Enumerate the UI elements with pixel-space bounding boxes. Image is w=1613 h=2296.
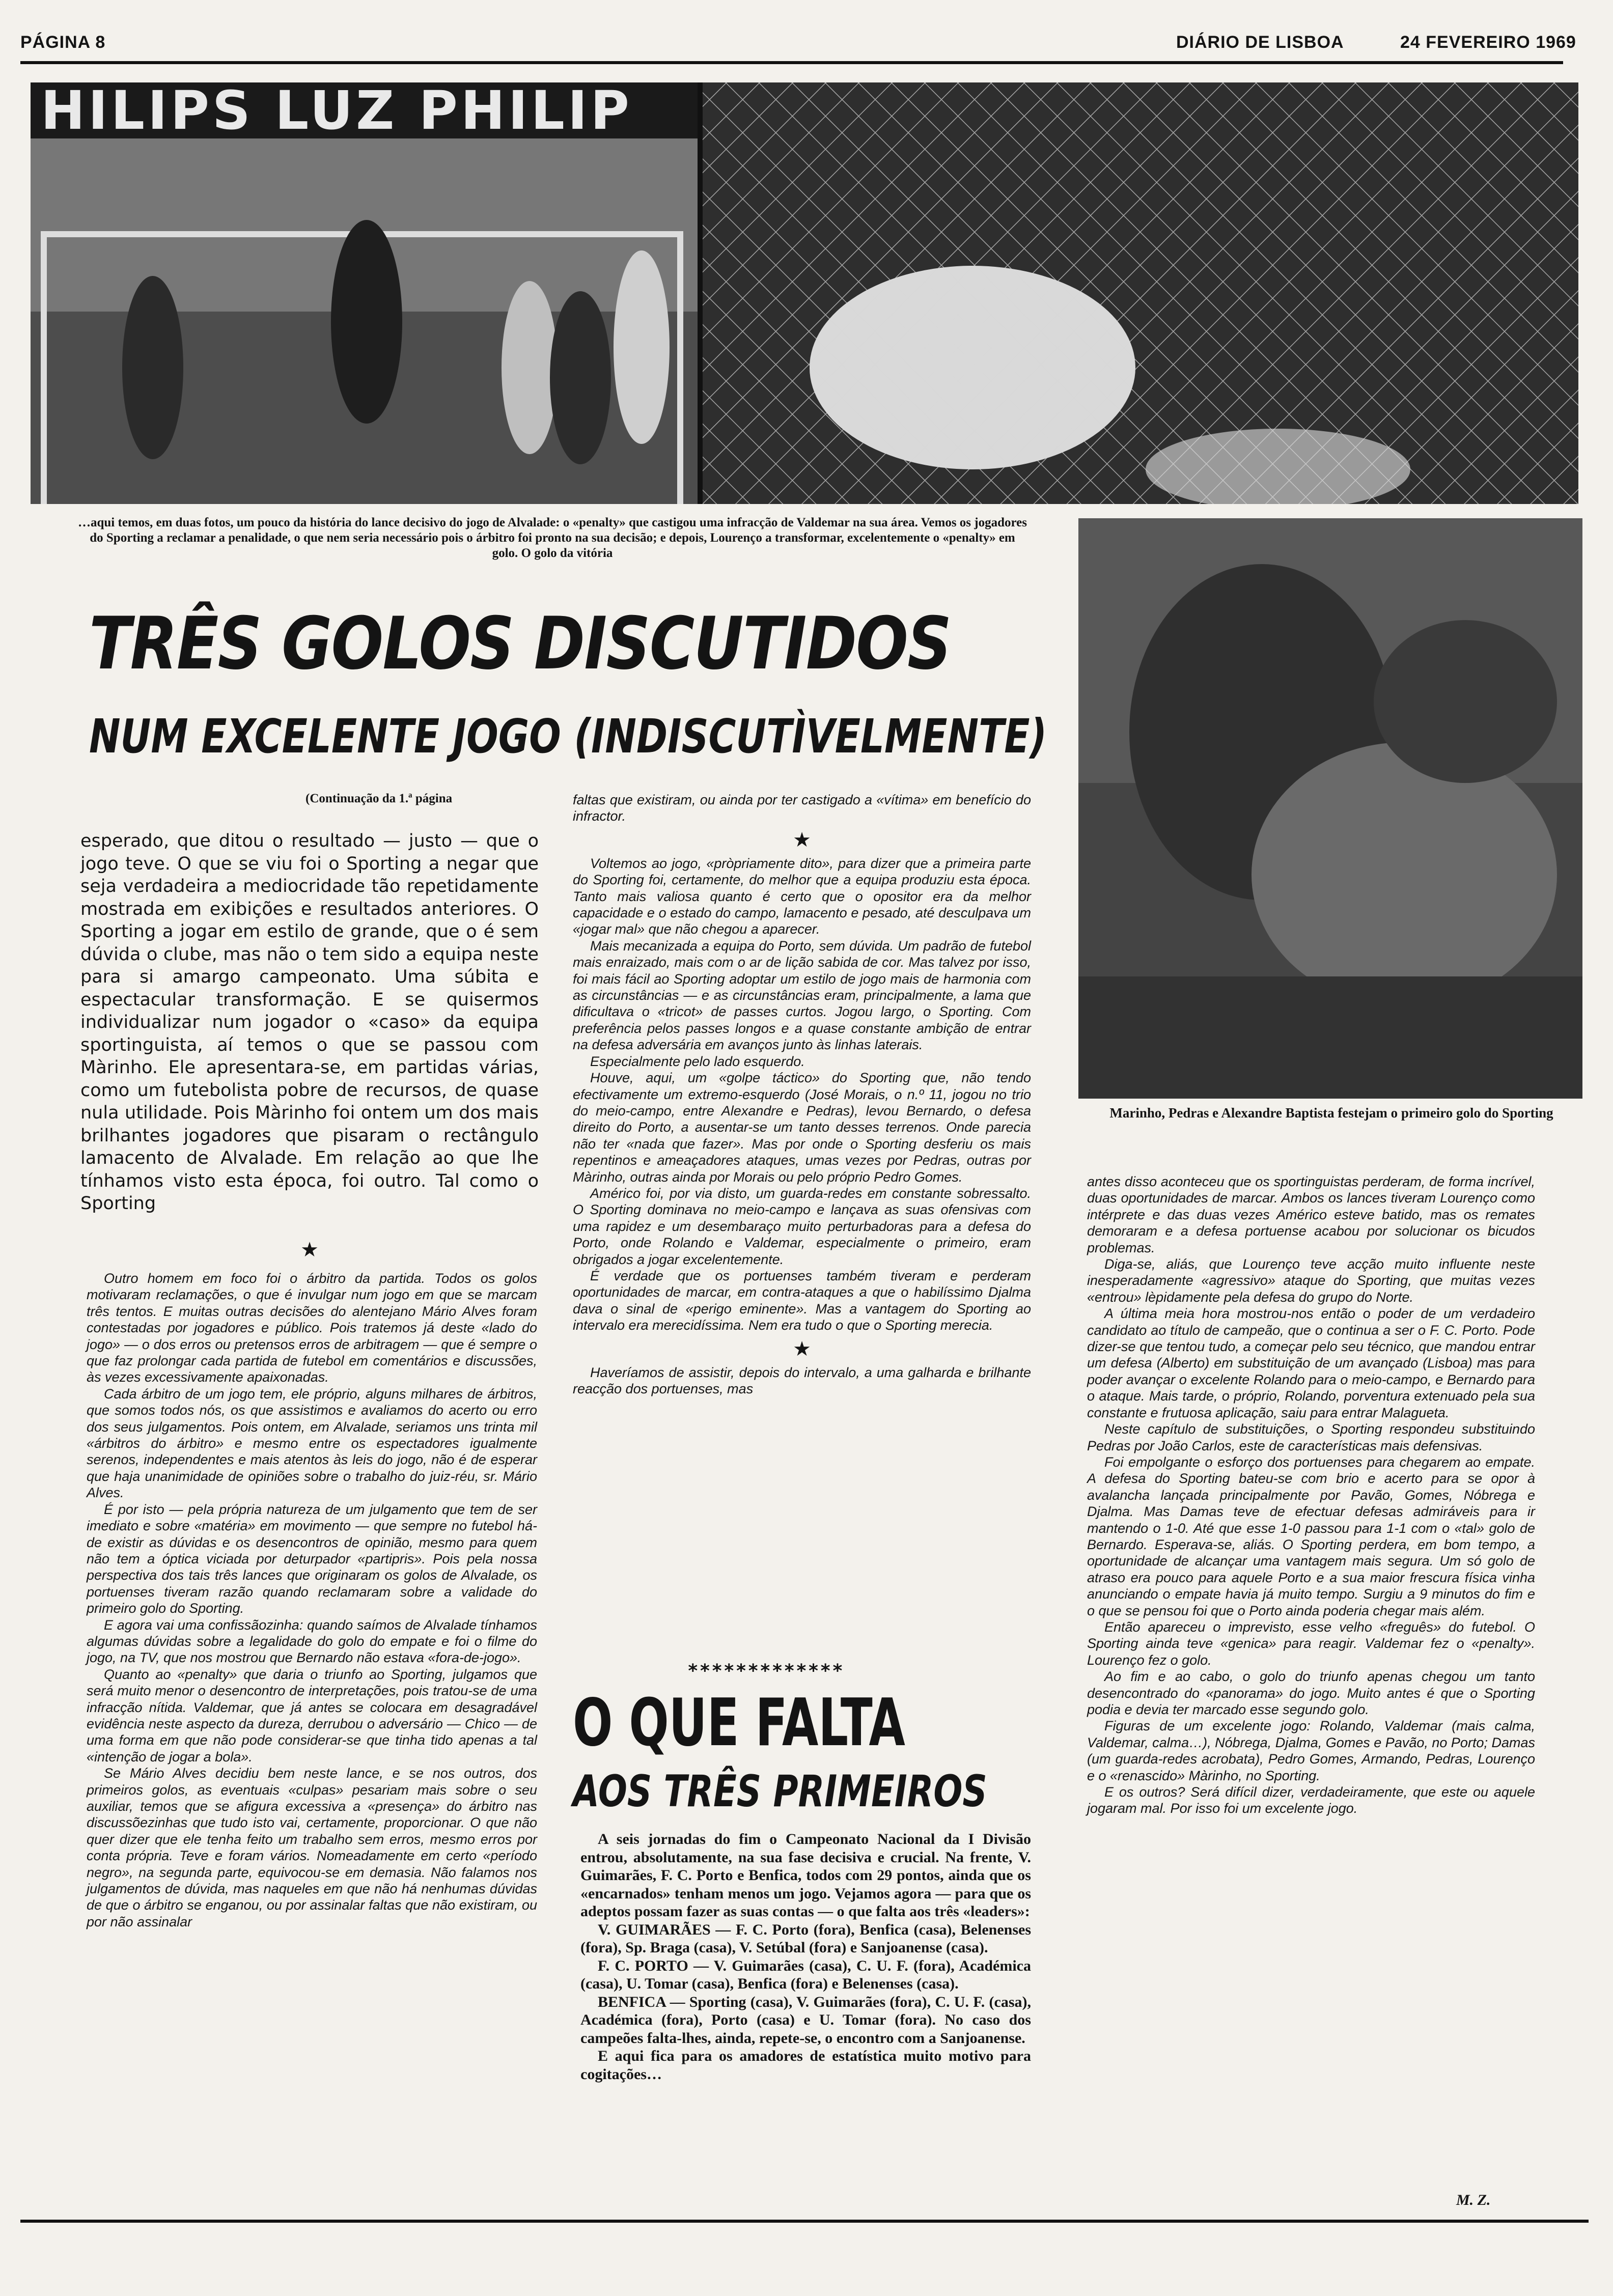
section-star: ★ — [793, 828, 811, 852]
billboard-text: HILIPS LUZ PHILIP — [41, 82, 632, 138]
photo-penalty-sequence — [31, 82, 1578, 504]
col1-paragraph: Quanto ao «penalty» que daria o triunfo ao Sporting, julgamos que será muito menor o desencontro de interpretações, pois tratou-se de uma infracção nítida. Valdemar, que já antes se colocara em desagradável evidência neste aspecto da dureza, derrubou o adversário — Chico — de uma forma em que não pode considerar-se que tinha tido apenas a tal «intenção de jogar a bola». — [87, 1666, 537, 1765]
col2-paragraph: Voltemos ao jogo, «pròpriamente dito», para dizer que a primeira parte do Sporting foi, certamente, do melhor que a equipa produziu esta época. Tanto mais valiosa quanto é certo que o opositor era da melhor capacidade e o estado do campo, lamacento e pesado, até desculpava um «jogar mal» que não chegou a aparecer. — [573, 855, 1031, 937]
col2-paragraph: Houve, aqui, um «golpe táctico» do Sporting que, não tendo efectivamente um extremo-esquerdo (José Morais, o n.º 11, jogou no trio do meio-campo, entre Alexandre e Pedras), levou Bernardo, o defesa direito do Porto, a ausentar-se um tanto desses terrenos. Onde parecia não ter «nada que fazer». Mas por onde o Sporting desferiu os mais repentinos e ameaçadores ataques, umas vezes por Pedras, outras por Màrinho, outras ainda por Morais ou pelo próprio Pedro Gomes. — [573, 1070, 1031, 1185]
continuation-note: (Continuação da 1.ª página — [305, 792, 453, 805]
box-body — [580, 1830, 1031, 2083]
col2-paragraph: Mais mecanizada a equipa do Porto, sem dúvida. Um padrão de futebol mais enraizado, mais com o ar de lição sabida de cor. Mas talvez por isso, foi mais fácil ao Sporting adoptar um estilo de jogo mais de harmonia com as circunstâncias — e as circunstâncias eram, principalmente, a lama que dificultava o «tricot» de passes curtos. Jogou largo, o Sporting. Com preferência pelos passes longos e a quase constante ambição de entrar na defesa adversária em avanços junto às linhas laterais. — [573, 938, 1031, 1053]
col3-paragraph: E os outros? Será difícil dizer, verdadeiramente, que este ou aquele jogaram mal. Por isso foi um excelente jogo. — [1087, 1784, 1535, 1816]
photo-penalty-image — [31, 82, 1578, 504]
col3-paragraph: Neste capítulo de substituições, o Sporting respondeu substituindo Pedras por João Carlos, este de características mais defensivas. — [1087, 1421, 1535, 1453]
issue-date: 24 FEVEREIRO 1969 — [1400, 33, 1576, 52]
section-star: ★ — [793, 1337, 811, 1361]
col3-paragraph: Ao fim e ao cabo, o golo do triunfo apenas chegou um tanto desencontrado do «panorama» do jogo. Muito antes é que o Sporting podia e devia ter marcado esse segundo golo. — [1087, 1669, 1535, 1717]
page-header — [20, 32, 1576, 64]
col3-paragraph: antes disso aconteceu que os sportinguistas perderam, de forma incrível, duas oportunidades de marcar. Ambos os lances tiveram Lourenço como intérprete e das duas vezes Américo esteve batido, mas os remates demoraram e a defesa portuense acabou por solucionar os bicudos problemas. — [1087, 1174, 1535, 1255]
col3-paragraph: A última meia hora mostrou-nos então o poder de um verdadeiro candidato ao título de campeão, que o continua a ser o F. C. Porto. Pode dizer-se que tentou tudo, a começar pelo seu técnico, que mandou entrar um defesa (Alberto) em substituição de um avançado (Lisboa) mas para poder avançar o excelente Rolando para o meio-campo, e Bernardo para o ataque. Mais tarde, o próprio, Rolando, porventura extenuado pela sua constante e frutuosa aplicação, saiu para entrar Malagueta. — [1087, 1306, 1535, 1420]
newspaper-name: DIÁRIO DE LISBOA — [1176, 33, 1344, 52]
lead-text: esperado, que ditou o resultado — justo — que o jogo teve. O que se viu foi o Sporting a negar que seja verdadeira a mediocridade tão repetidamente mostrada em exibições e resultados anteriores. O Sporting a jogar em estilo de grande, que o é sem dúvida o clube, mas não o tem sido a equipa neste para si amargo campeonato. Uma súbita e espectacular transformação. E se quisermos individualizar num jogador o «caso» da equipa sportinguista, aí temos o que se passou com Màrinho. Ele apresentara-se, em partidas várias, como um futebolista pobre de recursos, de quase nula utilidade. Pois Màrinho foi ontem um dos mais brilhantes jogadores que pisaram o rectângulo lamacento de Alvalade. Em relação ao que lhe tínhamos visto esta época, foi outro. Tal como o Sporting — [80, 831, 539, 1214]
col3-paragraph: Foi empolgante o esforço dos portuenses para chegarem ao empate. A defesa do Sporting bateu-se com brio e acerto para se opor à avalancha lançada principalmente por Pavão, Gomes, Nóbrega e Djalma. Mas Damas teve de efectuar defesas admiráveis para ir mantendo o 1-0. Até que esse 1-0 passou para 1-1 com o «tal» golo de Bernardo. Esperava-se, aliás. O Sporting perdera, em bom tempo, a oportunidade de alcançar uma vantagem mais segura. Um só golo de atraso era pouco para aquele Porto e a sua maior frescura física vinha anunciando o empate havia já muito tempo. Surgiu a 9 minutos do fim e o que se pensou foi que o Porto ainda poderia chegar mais além. — [1087, 1454, 1535, 1618]
col1-paragraph: E agora vai uma confissãozinha: quando saímos de Alvalade tínhamos algumas dúvidas sobre a legalidade do golo do empate e foi o filme do jogo, na TV, que nos mostrou que Bernardo não estava «fora-de-jogo». — [87, 1617, 537, 1666]
col2-paragraph: É verdade que os portuenses também tiveram e perderam oportunidades de marcar, em contra-ataques a que o habilíssimo Djalma dava o sinal de «perigo eminente». Mas a vantagem do Sporting ao intervalo era merecidíssima. Nem era tudo o que o Sporting merecia. — [573, 1268, 1031, 1333]
box-headline: O QUE FALTA — [573, 1685, 905, 1761]
column-3-body — [1087, 1173, 1535, 1817]
lead-paragraph — [80, 830, 539, 1215]
photo-caption-top: …aqui temos, em duas fotos, um pouco da história do lance decisivo do jogo de Alvalade: o «penalty» que castigou uma infracção de Valdemar na sua área. Vemos os jogadores do Sporting a reclamar a penalidade, o que nem seria necessário pois o árbitro foi pronto na sua decisão; e depois, Lourenço a transformar, excelentemente o «penalty» em golo. O golo da vitória — [78, 516, 1027, 560]
col3-paragraph: Figuras de um excelente jogo: Rolando, Valdemar (mais calma, Valdemar, calma…), Nóbrega, Djalma, Gomes e Pavão, no Porto; Damas (um guarda-redes acrobata), Pedro Gomes, Armando, Pedras, Lourenço e o «renascido» Màrinho, no Sporting. — [1087, 1718, 1535, 1783]
col3-paragraph: Então apareceu o imprevisto, esse velho «freguês» do futebol. O Sporting ainda teve «genica» para reagir. Valdemar fez o «penalty». Lourenço fez o golo. — [1087, 1619, 1535, 1668]
stars-divider: ************* — [687, 1661, 844, 1682]
box-subheadline: AOS TRÊS PRIMEIROS — [573, 1766, 987, 1817]
photo-caption-right: Marinho, Pedras e Alexandre Baptista festejam o primeiro golo do Sporting — [1109, 1105, 1553, 1121]
stadium-billboard — [31, 82, 692, 138]
page-number: PÁGINA 8 — [20, 33, 106, 52]
col1-paragraph: Cada árbitro de um jogo tem, ele próprio, alguns milhares de árbitros, que somos todos nós, os que assistimos e avaliamos do acerto ou erro dos seus julgamentos. Pois ontem, em Alvalade, seriamos uns trinta mil «árbitros do árbitro» e mesmo entre os espectadores igualmente serenos, independentes e mais atentos às leis do jogo, não é de esperar que haja unanimidade de opiniões sobre o trabalho do juiz-réu, sr. Mário Alves. — [87, 1386, 537, 1501]
photo-goal-celebration — [1078, 518, 1582, 1099]
col2-paragraph: Américo foi, por via disto, um guarda-redes em constante sobressalto. O Sporting dominava no meio-campo e lançava as suas ofensivas com uma rapidez e um desembaraço muito perturbadoras para a defesa do Porto, onde Rolando e Valdemar, especialmente o primeiro, eram obrigados a jogar excelentemente. — [573, 1185, 1031, 1267]
col1-paragraph: Outro homem em foco foi o árbitro da partida. Todos os golos motivaram reclamações, o que é invulgar num jogo em que se marcam três tentos. E muitas outras decisões do alentejano Mário Alves foram contestadas por jogadores e público. Pois tratemos já deste «lado do jogo» — o dos erros ou pretensos erros de arbitragem — que é sempre o que faz prolongar cada partida de futebol em comentários e discussões, às vezes excessivamente apaixonadas. — [87, 1271, 537, 1385]
col1-paragraph: É por isto — pela própria natureza de um julgamento que tem de ser imediato e sobre «matéria» em movimento — que sempre no futebol há-de existir as dúvidas e os desencontros de opinião, mesmo para quem não tem a óptica viciada por deturpador «partipris». Pois pela nossa perspectiva dos tais três lances que originaram os golos de Alvalade, os portuenses tiveram razão quando reclamaram sobre a validade do primeiro golo do Sporting. — [87, 1501, 537, 1616]
column-1-body — [87, 1270, 537, 1930]
col2-intro: faltas que existiram, ou ainda por ter castigado a «vítima» em benefício do infractor. — [573, 792, 1031, 824]
column-2-body — [573, 792, 1031, 1397]
col2-paragraph: Haveríamos de assistir, depois do intervalo, a uma galharda e brilhante reacção dos portuenses, mas — [573, 1364, 1031, 1396]
col1-paragraph: Se Mário Alves decidiu bem neste lance, e se nos outros, dos primeiros golos, as eventuais «culpas» pesariam mais sobre o seu auxiliar, temos que se afigura excessiva a «presença» do árbitro nas discussõezinhas que tudo isto vai, certamente, proporcionar. O que não quer dizer que ele tenha feito um trabalho sem erros, mesmo erros por conta própria. Teve e foram vários. Nomeadamente em certo «período negro», na segunda parte, equivocou-se em demasia. Não falamos nos julgamentos de dúvida, mas naqueles em que não há nenhumas dúvidas de que o árbitro se enganou, ou por assinalar faltas que não existiram, ou por não assinalar — [87, 1766, 537, 1929]
main-headline: TRÊS GOLOS DISCUTIDOS — [89, 602, 951, 686]
bottom-rule — [20, 2220, 1589, 2223]
col3-paragraph: Diga-se, aliás, que Lourenço teve acção muito influente neste inesperadamente «agressivo» ataque do Sporting, que muitas vezes «entrou» lèpidamente pela defesa do grupo do Norte. — [1087, 1256, 1535, 1305]
box-paragraph: BENFICA — Sporting (casa), V. Guimarães (fora), C. U. F. (casa), Académica (fora), Porto (casa) e U. Tomar (fora). No caso dos campeões falta-lhes, ainda, repete-se, o encontro com a Sanjoanense. — [580, 1993, 1031, 2047]
section-star: ★ — [300, 1238, 319, 1262]
box-paragraph: E aqui fica para os amadores de estatística muito motivo para cogitações… — [580, 2048, 1031, 2083]
col2-paragraph: Especialmente pelo lado esquerdo. — [590, 1053, 805, 1069]
box-paragraph: A seis jornadas do fim o Campeonato Nacional da I Divisão entrou, absolutamente, na sua fase decisiva e crucial. Na frente, V. Guimarães, F. C. Porto e Benfica, todos com 29 pontos, ainda que os «encarnados» tenham menos um jogo. Vejamos agora — para que os adeptos possam fazer as suas contas — o que falta aos três «leaders»: — [580, 1831, 1031, 1920]
box-paragraph: F. C. PORTO — V. Guimarães (casa), C. U. F. (fora), Académica (casa), U. Tomar (casa), Benfica (fora) e Belenenses (casa). — [580, 1957, 1031, 1992]
box-paragraph: V. GUIMARÃES — F. C. Porto (fora), Benfica (casa), Belenenses (fora), Sp. Braga (casa), V. Setúbal (fora) e Sanjoanense (casa). — [580, 1921, 1031, 1956]
photo-celebration-image — [1078, 518, 1582, 1099]
author-signature: M. Z. — [1456, 2192, 1491, 2208]
sub-headline: NUM EXCELENTE JOGO (INDISCUTÌVELMENTE) — [89, 709, 1047, 764]
